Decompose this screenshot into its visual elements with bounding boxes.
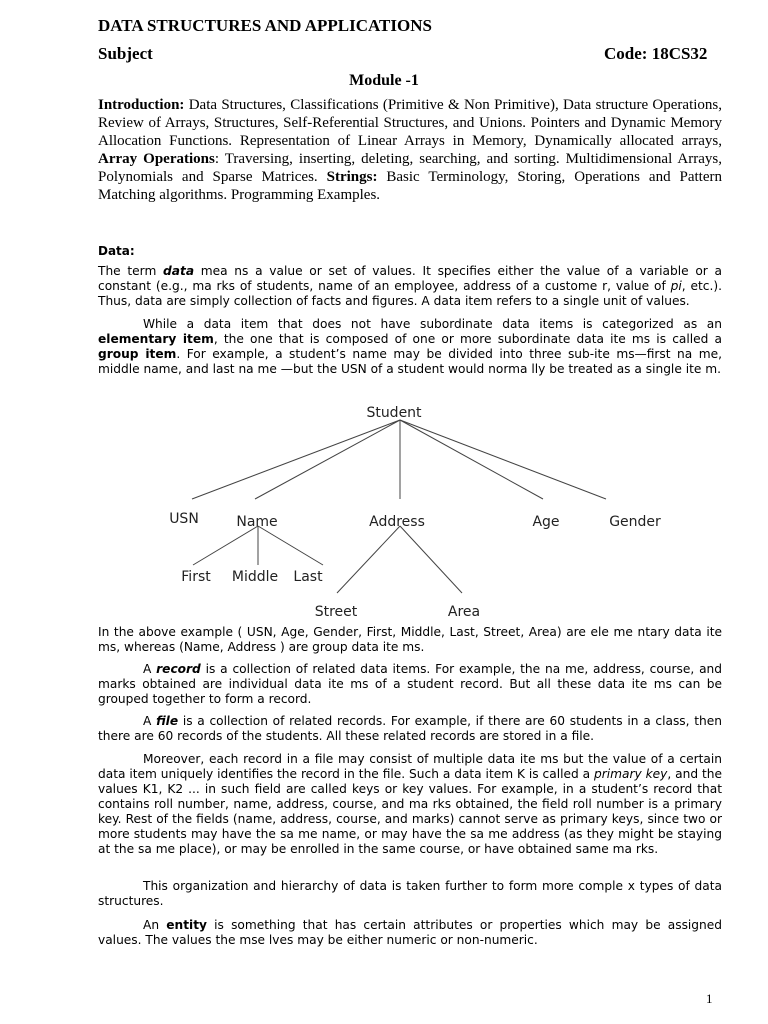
array-operations-label: Array Operations — [98, 150, 215, 167]
example-paragraph: In the above example ( USN, Age, Gender, First, Middle, Last, Street, Area) are ele me ntary data ite ms, whereas (Name, Address ) are group data ite ms. — [98, 625, 722, 654]
data-heading: Data: — [98, 244, 135, 258]
term-group-item: group item — [98, 347, 177, 361]
primary-key-paragraph — [98, 752, 722, 857]
page-number: 1 — [706, 991, 713, 1006]
tree-node-gender: Gender — [609, 514, 661, 530]
term-elementary-item: elementary item — [98, 332, 214, 346]
text-run: Moreover, each record in a file may consist of multiple data ite ms but the value of a certain data item uniquely identifies the record in the file. Such a data item K is called a — [98, 752, 722, 781]
subject-code: Code: 18CS32 — [604, 44, 708, 63]
term-primary-key: primary key — [594, 767, 668, 781]
text-run: mea ns a value or set of values. It specifies either the value of a variable or a constant (e.g., ma rks of students, name of an employee, address of a custome r, value of — [98, 264, 722, 293]
tree-node-last: Last — [293, 569, 323, 585]
hierarchy-paragraph: This organization and hierarchy of data is taken further to form more comple x types of data structures. — [98, 879, 722, 908]
intro-text-1: Data Structures, Classifications (Primitive & Non Primitive), Data structure Operations, Review of Arrays, Structures, Self-Referential Structures, and Unions. Pointers and Dynamic Memory Allocation Functions. Representation of Linear Arrays in Memory, Dynamically allocated arrays, — [98, 97, 722, 149]
text-run: , the one that is composed of one or more subordinate data ite ms is called a — [213, 332, 722, 346]
text-run: The term — [98, 264, 164, 278]
text-run: While a data item that does not have subordinate data items is categorized as an — [143, 317, 722, 331]
intro-label: Introduction: — [98, 97, 185, 113]
term-record: record — [156, 662, 201, 676]
data-item-paragraph — [98, 317, 722, 377]
tree-node-usn: USN — [169, 511, 199, 527]
tree-node-address: Address — [369, 514, 425, 530]
text-run: is a collection of related data items. For example, the na me, address, course, and marks obtained are individual data ite ms of a student record. But all these data ite ms can be grouped together to form a record. — [98, 662, 722, 706]
text-run: An — [143, 918, 167, 932]
student-hierarchy-diagram — [0, 398, 768, 628]
text-run: , etc.). Thus, data are simply collection of facts and figures. A data item refers to a single unit of values. — [98, 279, 722, 308]
tree-node-area: Area — [447, 604, 481, 620]
term-data: data — [163, 264, 195, 278]
entity-paragraph — [98, 918, 722, 948]
data-definition-paragraph — [98, 264, 722, 309]
tree-node-first: First — [181, 569, 211, 585]
text-run: is a collection of related records. For example, if there are 60 students in a class, then there are 60 records of the students. All these related records are stored in a file. — [98, 714, 722, 743]
text-run: , and the values K1, K2 ... in such field are called keys or key values. For example, in a student’s record that contains roll number, name, address, course, and ma rks obtained, the field roll number is a primary key. Rest of the fields (name, address, course, and marks) cannot serve as primary keys, since two or more students may have the sa me name, or may have the sa me address (as they might be staying at the sa me place), or may be enrolled in the same course, or have obtained same ma rks. — [98, 767, 722, 856]
text-run: is something that has certain attributes or properties which may be assigned values. The values the mse lves may be either numeric or non-numeric. — [98, 918, 722, 947]
file-paragraph — [98, 714, 722, 744]
module-heading: Module -1 — [349, 72, 419, 89]
text-run: A — [143, 714, 157, 728]
text-run: . For example, a student’s name may be divided into three sub-ite ms—first na me, middle name, and last na me —but the USN of a student would norma lly be treated as a single ite m. — [98, 347, 722, 376]
document-title: DATA STRUCTURES AND APPLICATIONS — [98, 16, 432, 35]
tree-node-middle: Middle — [231, 569, 279, 585]
tree-root-student: Student — [366, 405, 422, 421]
tree-node-name: Name — [236, 514, 278, 530]
module-syllabus — [98, 97, 722, 204]
intro-text-2: : Traversing, inserting, deleting, searching, and sorting. Multidimensional Arrays, Polynomials and Sparse Matrices. — [98, 150, 722, 185]
record-paragraph — [98, 662, 722, 707]
term-file: file — [156, 714, 179, 728]
strings-label: Strings: — [326, 168, 378, 185]
tree-node-street: Street — [314, 604, 358, 620]
term-entity: entity — [166, 918, 207, 932]
subject-label: Subject — [98, 44, 153, 63]
intro-text-3: Basic Terminology, Storing, Operations and Pattern Matching algorithms. Programming Examples. — [98, 168, 723, 203]
term-pi: pi — [670, 279, 682, 293]
text-run: A — [143, 662, 157, 676]
tree-node-age: Age — [532, 514, 560, 530]
